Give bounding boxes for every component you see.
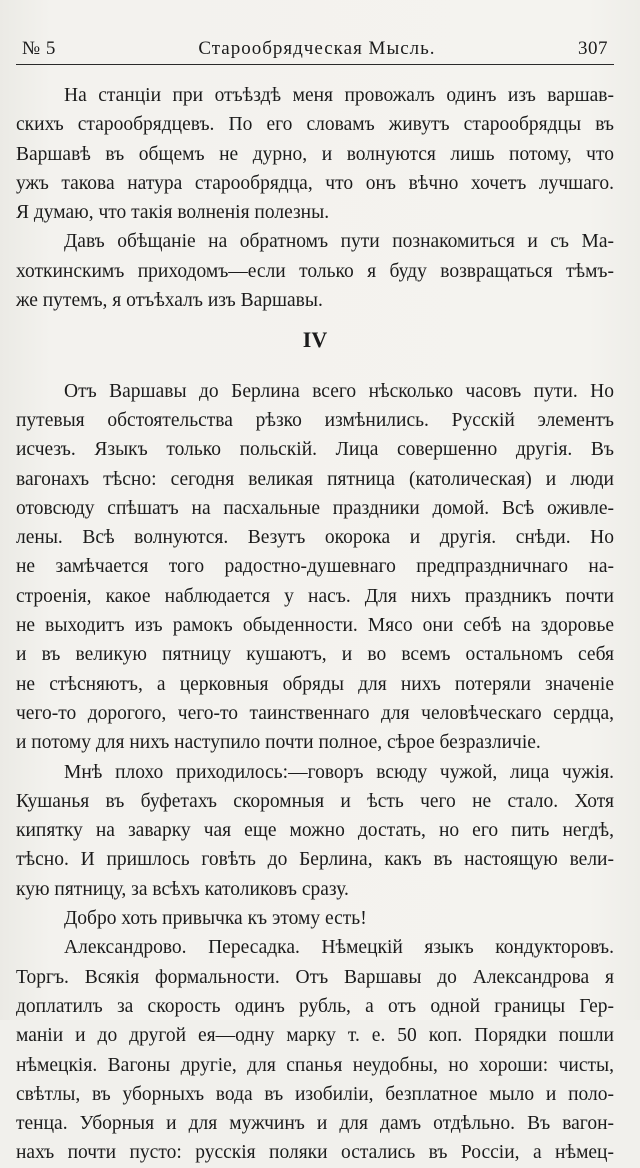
text-line: не выходитъ изъ рамокъ обыденности. Мясо они себѣ на здоровье <box>16 615 614 637</box>
text-line: доплатилъ за скорость одинъ рубль, а отъ одной границы Гер- <box>16 995 614 1017</box>
text-line: Отъ Варшавы до Берлина всего нѣсколько часовъ пути. Но <box>64 380 614 402</box>
text-line: Мнѣ плохо приходилось:—говоръ всюду чужой, лица чужія. <box>64 761 614 783</box>
text-line: исчезъ. Языкъ только польскій. Лица совершенно другія. Въ <box>16 439 614 461</box>
text-line: и въ великую пятницу кушаютъ, и во всемъ остальномъ себя <box>16 644 614 666</box>
section-heading: IV <box>302 327 328 353</box>
text-line: не замѣчается того радостно-душевнаго предпраздничнаго на- <box>16 556 614 578</box>
text-line: отовсюду спѣшатъ на пасхальные праздники домой. Всѣ оживле- <box>16 497 614 519</box>
spacer <box>16 363 614 377</box>
running-header <box>16 38 614 65</box>
text-line: и потому для нихъ наступило почти полное, сѣрое безразличіе. <box>16 732 541 754</box>
text-line: хоткинскимъ приходомъ—если только я буду возвращаться тѣмъ- <box>16 260 614 282</box>
text-line: нѣмецкія. Вагоны другіе, для спанья неудобны, но хороши: чисты, <box>16 1054 614 1076</box>
text-line: кипятку на заварку чая еще можно достать, но его пить негдѣ, <box>16 820 614 842</box>
text-line: кую пятницу, за всѣхъ католиковъ сразу. <box>16 878 349 900</box>
page-body <box>16 81 614 1168</box>
text-line: Торгъ. Всякія формальности. Отъ Варшавы до Александрова я <box>16 966 614 988</box>
text-line: Кушанья въ буфетахъ скоромныя и ѣсть чего не стало. Хотя <box>16 790 614 812</box>
text-line: скихъ старообрядцевъ. По его словамъ живутъ старообрядцы въ <box>16 114 614 136</box>
text-line: Варшавѣ въ общемъ не дурно, и волнуются лишь потому, что <box>16 143 614 165</box>
journal-title: Старообрядческая Мысль. <box>198 38 436 59</box>
text-line: Александрово. Пересадка. Нѣмецкій языкъ кондукторовъ. <box>64 937 614 959</box>
text-line: Добро хоть привычка къ этому есть! <box>64 908 367 930</box>
text-line: же путемъ, я отъѣхалъ изъ Варшавы. <box>16 290 323 312</box>
text-line: свѣтлы, въ уборныхъ вода въ изобиліи, безплатное мыло и поло- <box>16 1083 614 1105</box>
text-line: тѣсно. И пришлось говѣть до Берлина, какъ въ настоящую вели- <box>16 849 614 871</box>
text-line: Давъ обѣщаніе на обратномъ пути познакомиться и съ Ма- <box>64 231 614 253</box>
text-line: вагонахъ тѣсно: сегодня великая пятница (католическая) и люди <box>16 468 614 490</box>
page-number: 307 <box>577 38 608 59</box>
text-line: не стѣсняютъ, а церковныя обряды для нихъ потеряли значеніе <box>16 673 614 695</box>
text-line: ужъ такова натура старообрядца, что онъ вѣчно хочетъ лучшаго. <box>16 172 614 194</box>
text-line: Я думаю, что такія волненія полезны. <box>16 202 330 224</box>
issue-number: № 5 <box>22 38 56 59</box>
text-line: На станціи при отъѣздѣ меня провожалъ одинъ изъ варшав- <box>64 85 614 106</box>
text-line: нахъ почти пусто: русскія поляки остались въ Россіи, а нѣмец- <box>16 1142 614 1164</box>
text-line: чего-то дорогого, чего-то таинственнаго для человѣческаго сердца, <box>16 702 614 724</box>
text-line: тенца. Уборныя и для мужчинъ и для дамъ отдѣльно. Въ вагон- <box>16 1113 614 1135</box>
text-line: лены. Всѣ волнуются. Везутъ окорока и другія. снѣди. Но <box>16 527 614 549</box>
text-line: путевыя обстоятельства рѣзко измѣнились. Русскій элементъ <box>16 409 614 431</box>
text-line: маніи и до другой ея—одну марку т. е. 50 коп. Порядки пошли <box>16 1025 614 1047</box>
text-line: строенія, какое наблюдается у насъ. Для нихъ праздникъ почти <box>16 585 614 607</box>
